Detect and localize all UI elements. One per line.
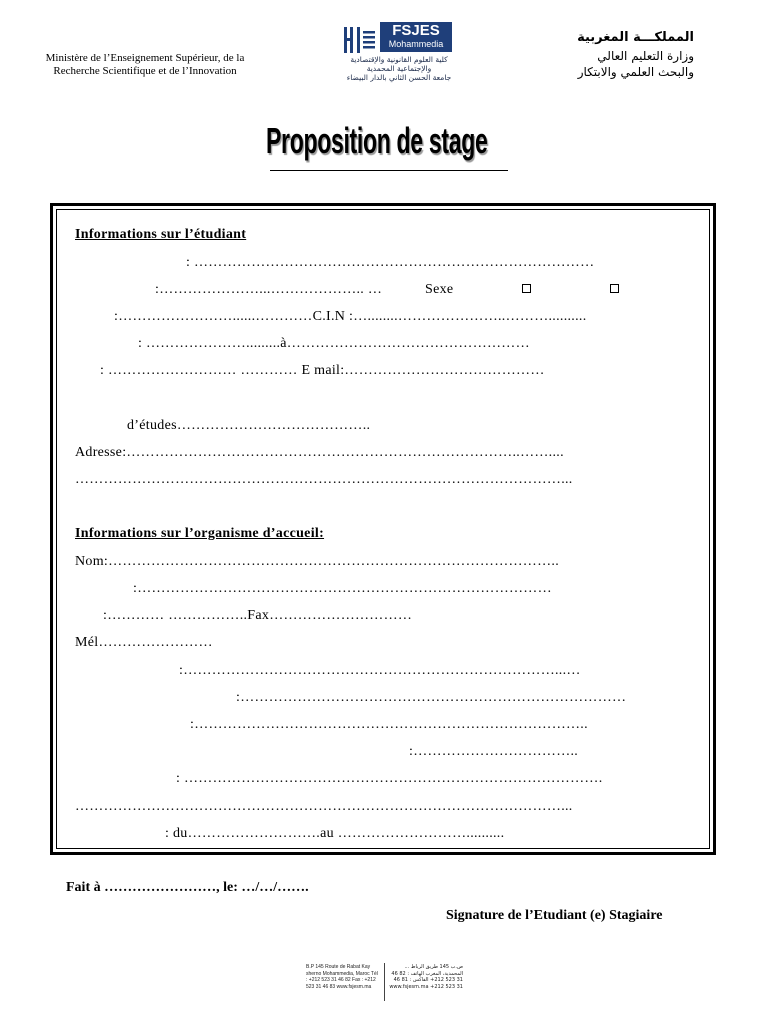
student-line-1[interactable]: : ………………………………………………………………………… xyxy=(186,255,595,270)
footer-divider xyxy=(384,963,385,1001)
title-underline xyxy=(270,170,508,171)
host-line-9[interactable]: : ……………………………………………………………………………. xyxy=(176,771,603,786)
host-section-heading: Informations sur l’organisme d’accueil: xyxy=(75,526,325,541)
student-line-8-address[interactable]: …………………………………………………………………………………………... xyxy=(75,472,573,487)
student-line-6-studies[interactable]: d’études………………………………….. xyxy=(127,418,371,433)
kingdom-label-ar: المملكـــة المغربية xyxy=(577,30,694,45)
footer-address-fr: B.P 145 Route de Rabat Kay sherno Mohammedia, Maroc Tél : +212 523 31 46 82 Fax : +212 523 31 46 83 www.fsjesm.ma xyxy=(306,964,378,990)
host-line-3-fax[interactable]: :………… ……………..Fax………………………… xyxy=(103,608,413,623)
student-section-heading: Informations sur l’étudiant xyxy=(75,227,247,242)
host-line-5[interactable]: :……………………………………………………………………...… xyxy=(179,663,581,678)
footer-address-ar: ص.ب 145 طريق الرباط ... المحمدية، المغرب الهاتف : 82 46 31 523 212+ الفاكس : 81 46 31 523 212+ www.fsjesm.ma xyxy=(389,964,463,990)
page-title: Proposition de stage xyxy=(266,120,488,161)
signature-label: Signature de l’Etudiant (e) Stagiaire xyxy=(446,908,663,923)
ministry-line-2-ar: والبحث العلمي والابتكار xyxy=(577,65,694,79)
logo-emblem-icon xyxy=(342,25,378,55)
logo-badge xyxy=(380,22,452,52)
student-line-4-birth[interactable]: : ………………….........à…………………………………………… xyxy=(138,336,530,351)
logo-city: Mohammedia xyxy=(388,39,444,49)
university-logo xyxy=(342,22,462,88)
student-line-2[interactable]: :…………………...……………….. … xyxy=(155,282,383,297)
sexe-checkbox-2[interactable] xyxy=(610,284,619,293)
logo-arabic-line-1: كلية العلوم القانونية والإقتصادية والإجتماعية المحمدية xyxy=(350,55,448,73)
host-line-1-name[interactable]: Nom:………………………………………………………………………………….. xyxy=(75,554,559,569)
host-line-4-mail[interactable]: Mél…………………… xyxy=(75,635,213,650)
logo-arabic-line-2: جامعة الحسن الثاني بالدار البيضاء xyxy=(346,73,452,82)
ministry-name-fr: Ministère de l’Enseignement Supérieur, de la Recherche Scientifique et de l’Innovation xyxy=(45,52,245,77)
sexe-checkbox-1[interactable] xyxy=(522,284,531,293)
ministry-line-1-ar: وزارة التعليم العالي xyxy=(597,49,694,63)
host-line-2[interactable]: :…………………………………………………………………………… xyxy=(133,581,552,596)
logo-name: FSJES xyxy=(392,22,440,39)
sexe-label: Sexe xyxy=(425,282,454,297)
host-line-8[interactable]: :…………………………….. xyxy=(409,744,579,759)
host-line-7[interactable]: :……………………………………………………………………….. xyxy=(190,717,588,732)
logo-arabic-caption xyxy=(336,55,462,82)
ministry-name-ar xyxy=(577,28,694,80)
student-line-5-email[interactable]: : ……………………… ………… E mail:…………………………………… xyxy=(100,363,545,378)
host-line-10[interactable]: …………………………………………………………………………………………... xyxy=(75,799,573,814)
student-line-7-address[interactable]: Adresse:………………………………………………………………………..…….... xyxy=(75,445,564,460)
student-line-3-cin[interactable]: :……………………......…………C.I.N :…........…………………..……….......... xyxy=(114,309,587,324)
host-line-6[interactable]: :……………………………………………………………………… xyxy=(236,690,627,705)
host-line-11-period[interactable]: : du……………………….au ……………………….......... xyxy=(165,826,505,841)
fait-a-line[interactable]: Fait à ……………………, le: …/…/……. xyxy=(66,880,309,895)
